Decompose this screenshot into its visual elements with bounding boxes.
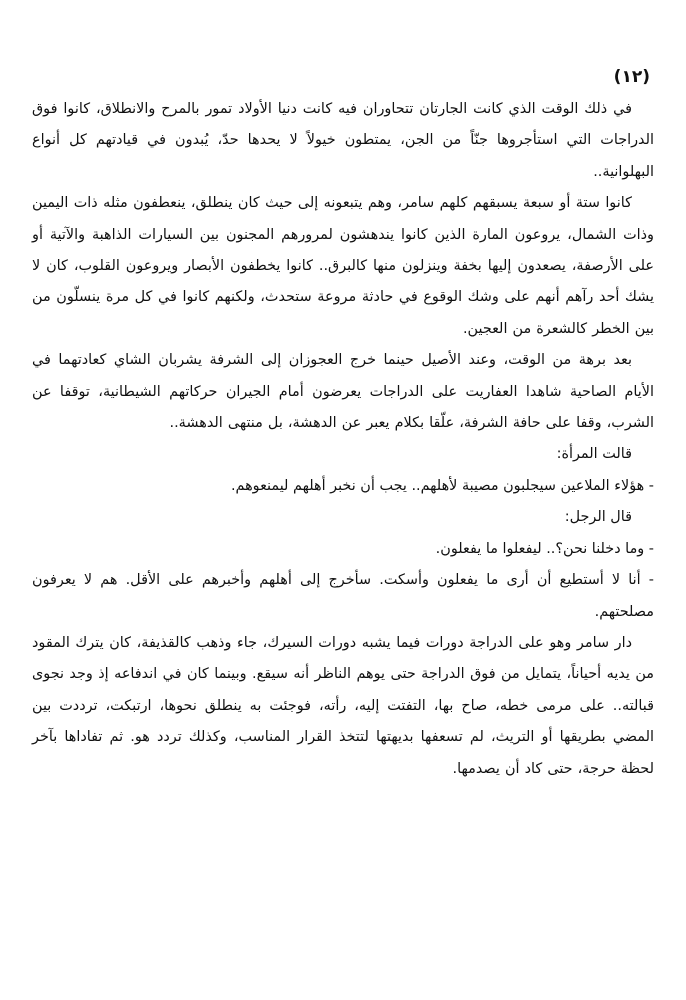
chapter-number: (١٢): [613, 67, 650, 87]
paragraph-2: كانوا ستة أو سبعة يسبقهم كلهم سامر، وهم يتبعونه إلى حيث كان ينطلق، ينعطفون مثله ذات اليمين وذات الشمال، يروعون المارة الذين كانوا يندهشون لمرورهم المجنون بين السيارات الذاهبة والآتية أو على الأرصفة، يصعدون إليها بخفة وينزلون منها كالبرق.. كانوا يخطفون الأبصار ويروعون القلوب، كان لا يشك أحد رآهم أنهم على وشك الوقوع في حادثة مروعة ستحدث، ولكنهم كانوا في كل مرة ينسلّون من بين الخطر كالشعرة من العجين.: [32, 195, 654, 337]
speaker-man: قال الرجل:: [564, 509, 632, 526]
dialog-line-man: - وما دخلنا نحن؟.. ليفعلوا ما يفعلون.: [435, 540, 654, 557]
paragraph-4: دار سامر وهو على الدراجة دورات فيما يشبه دورات السيرك، جاء وذهب كالقذيفة، كان يترك المقود من يديه أحياناً، يتمايل من فوق الدراجة حتى يوهم الناظر أنه سيقع. وبينما كان في اندفاعه إذ وجد نجوى قبالته.. على مرمى خطه، صاح بها، التفتت إليه، رأته، فوجئت به ينطلق نحوها، ارتبكت، ترددت بين المضي بطريقها أو التريث، لم تسعفها بديهتها لتتخذ القرار المناسب، وكذلك تردد هو. ثم تفاداها بآخر لحظة حرجة، حتى كاد أن يصدمها.: [32, 634, 654, 777]
dialog-line-woman: - هؤلاء الملاعين سيجلبون مصيبة لأهلهم.. يجب أن نخبر أهلهم ليمنعوهم.: [230, 477, 654, 494]
dialog-line-woman-reply: - أنا لا أستطيع أن أرى ما يفعلون وأسكت. سأخرج إلى أهلهم وأخبرهم على الأقل. هم لا يعرفون مصلحتهم.: [32, 572, 654, 620]
paragraph-3: بعد برهة من الوقت، وعند الأصيل حينما خرج العجوزان إلى الشرفة يشربان الشاي كعادتهما في الأيام الصاحية شاهدا العفاريت على الدراجات يعرضون أمام الجيران حركاتهم الشيطانية، توقفا عن الشرب، وقفا على حافة الشرفة، علّقا بكلام يعبر عن الدهشة، بل منتهى الدهشة..: [32, 352, 654, 432]
paragraph-1: في ذلك الوقت الذي كانت الجارتان تتحاوران فيه كانت دنيا الأولاد تمور بالمرح والانطلاق، كانوا فوق الدراجات التي استأجروها جنّاً من الجن، يمتطون خيولاً لا يحدها حدّ، يُبدون في قيادتهم كل أنواع البهلوانية..: [32, 101, 654, 180]
speaker-woman: قالت المرأة:: [556, 446, 632, 463]
